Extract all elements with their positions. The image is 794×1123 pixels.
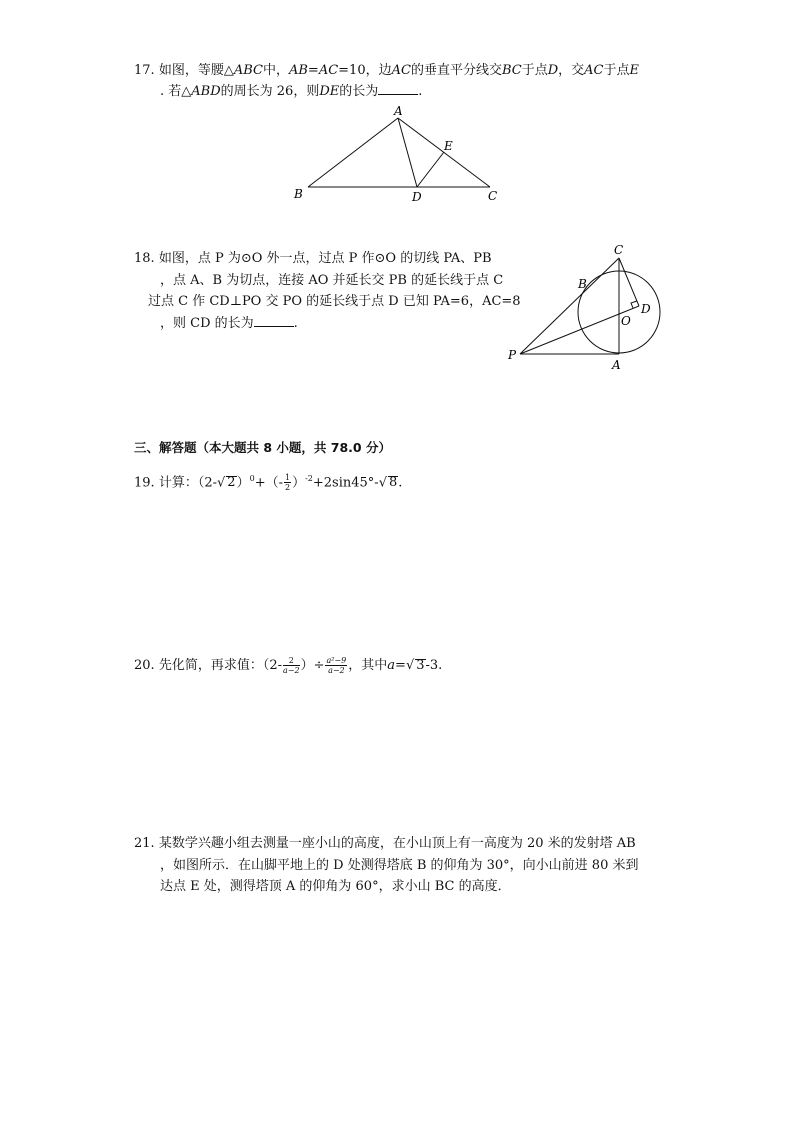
question-text: ） [236, 475, 250, 491]
line-pc [520, 258, 619, 354]
fraction-denominator: a−2 [283, 666, 300, 675]
question-text: . 若△ [160, 84, 192, 99]
question-text-line-1: 某数学兴趣小组去测量一座小山的高度，在小山顶上有一高度为 20 米的发射塔 AB [158, 836, 636, 851]
question-text: . [398, 475, 403, 491]
math-var: a [387, 658, 396, 673]
math-var: E [629, 63, 640, 78]
question-text: . [293, 315, 298, 331]
fraction-numerator: 1 [284, 473, 291, 483]
label-b: B [294, 187, 303, 201]
question-number: 20. [134, 658, 155, 673]
math-var: AC [584, 63, 604, 78]
question-20 [134, 655, 442, 676]
question-text: . [418, 84, 423, 99]
question-text-line-4: ，则 CD 的长为 [160, 315, 254, 331]
math-var: D [547, 63, 559, 78]
question-number: 18. [134, 251, 155, 266]
question-text-line-2: ，如图所示．在山脚平地上的 D 处测得塔底 B 的仰角为 30°，向小山前进 80 米到 [160, 857, 639, 873]
fraction [283, 656, 300, 675]
label-e: E [444, 139, 453, 153]
question-text-line-3: 过点 C 作 CD⊥PO 交 PO 的延长线于点 D 已知 PA=6，AC=8 [148, 294, 521, 309]
question-text: ）÷ [300, 658, 325, 673]
line-de [417, 152, 444, 187]
exponent: 0 [249, 474, 255, 483]
question-17 [134, 60, 639, 102]
question-21 [134, 833, 639, 898]
line-ad [398, 118, 417, 187]
section-title: 三、解答题（本大题共 8 小题，共 78.0 分） [134, 440, 391, 455]
question-text: 的长为 [339, 84, 379, 99]
question-text-line-3: 达点 E 处，测得塔顶 A 的仰角为 60°，求小山 BC 的高度． [160, 879, 511, 894]
label-d: D [412, 190, 422, 204]
figure-triangle-17 [290, 104, 510, 204]
sqrt-symbol: √ [405, 658, 415, 673]
sqrt-symbol: √ [378, 475, 387, 491]
question-text: 于点 [521, 63, 548, 78]
question-18 [134, 248, 521, 334]
exponent: -2 [305, 474, 313, 483]
question-number: 19. [134, 475, 155, 491]
question-number: 21. [134, 836, 155, 851]
line-ab [308, 118, 398, 187]
line-cd [619, 258, 639, 306]
math-var: DE [319, 84, 340, 99]
question-number: 17. [134, 63, 155, 78]
question-text-line-2: ，点 A、B 为切点，连接 AO 并延长交 PB 的延长线于点 C [160, 272, 504, 288]
sqrt-radicand: 2 [227, 475, 236, 491]
fraction-denominator: 2 [284, 483, 291, 493]
label-p: P [508, 348, 517, 362]
question-text: 中， [262, 63, 289, 78]
label-a: A [612, 358, 621, 372]
question-text: 于点 [603, 63, 630, 78]
question-19 [134, 468, 402, 493]
label-c: C [488, 189, 498, 203]
label-c: C [614, 243, 624, 257]
question-text: +2sin45°- [312, 475, 379, 491]
question-text-line-1: 如图，点 P 为⊙O 外一点，过点 P 作⊙O 的切线 PA、PB [158, 251, 492, 266]
math-var: ABC [233, 63, 263, 78]
fraction-numerator: 2 [283, 656, 300, 666]
sqrt-radicand: 3 [416, 658, 425, 673]
label-d: D [641, 302, 651, 316]
math-var: AC [391, 63, 411, 78]
math-var: BC [501, 63, 522, 78]
math-var: ABD [191, 84, 221, 99]
question-text: 的垂直平分线交 [410, 63, 502, 78]
label-b: B [578, 277, 587, 291]
figure-circle-18 [500, 240, 670, 375]
question-text: 计算：（2- [158, 475, 217, 491]
question-text: 10，边 [349, 63, 392, 78]
fraction-denominator: a−2 [328, 666, 345, 675]
question-text: ，交 [558, 63, 585, 78]
sqrt-symbol: √ [217, 475, 226, 491]
question-text: 先化简，再求值：（2- [158, 658, 282, 673]
question-text: ，其中 [348, 658, 388, 673]
math-var: AB=AC= [288, 63, 350, 78]
question-text: ） [292, 475, 306, 491]
question-text: = [395, 658, 406, 673]
question-text: -3. [425, 658, 443, 673]
label-a: A [394, 104, 403, 118]
fraction-numerator: a²−9 [326, 656, 347, 665]
label-o: O [621, 314, 631, 328]
answer-blank[interactable] [378, 82, 418, 95]
question-text: 的周长为 26，则 [220, 84, 320, 99]
fraction [284, 473, 291, 492]
question-text: 如图，等腰△ [158, 63, 234, 78]
question-text: +（- [254, 475, 283, 491]
fraction [325, 656, 347, 675]
sqrt-radicand: 8 [389, 475, 398, 491]
answer-blank[interactable] [254, 314, 294, 327]
